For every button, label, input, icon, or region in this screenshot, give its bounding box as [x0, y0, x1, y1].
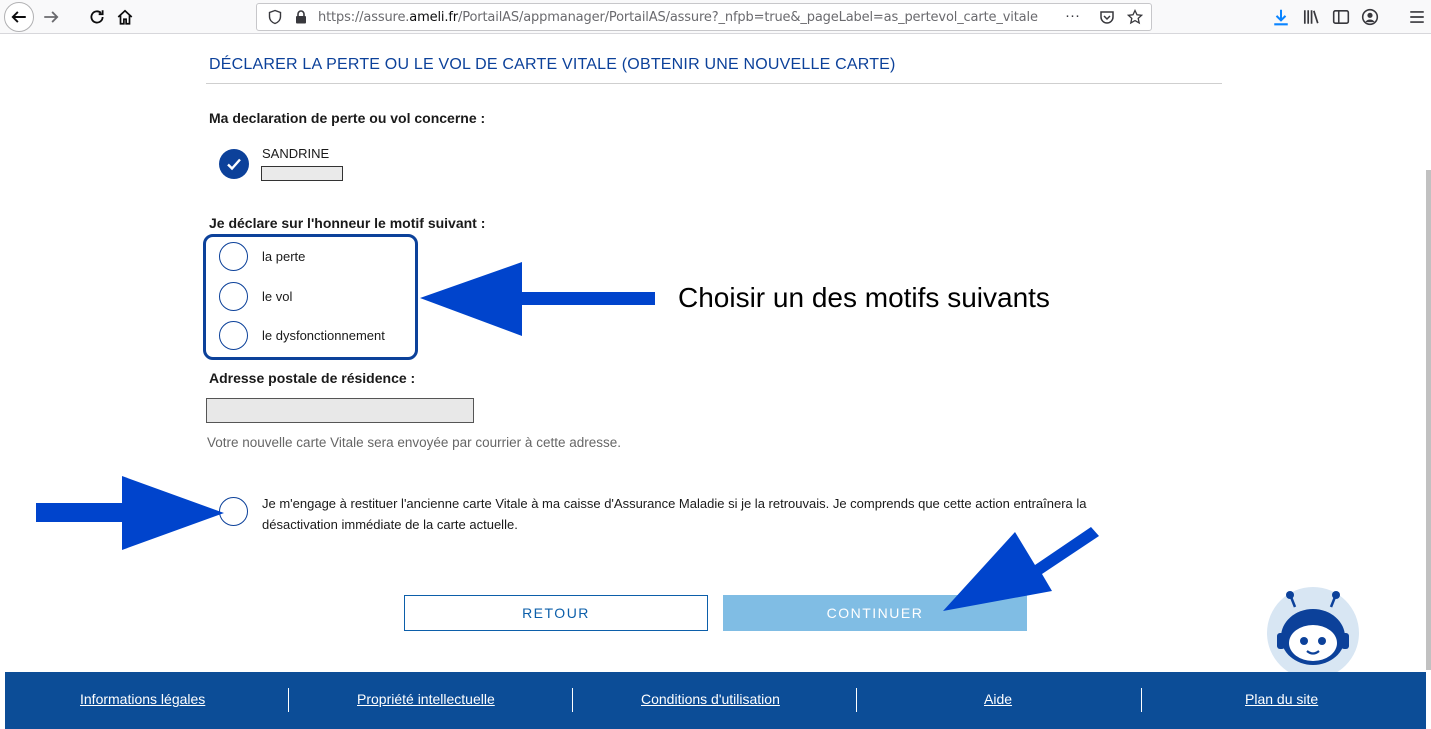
checkmark-icon: [226, 157, 242, 171]
address-hint: Votre nouvelle carte Vitale sera envoyée par courrier à cette adresse.: [207, 435, 621, 450]
arrow-left-icon: [10, 8, 28, 26]
url-text[interactable]: https://assure.ameli.fr/PortailAS/appmanager/PortailAS/assure?_nfpb=true&_pageLabel=as_pertevol_carte_vitale: [318, 10, 1038, 25]
footer-link-plan-du-site[interactable]: Plan du site: [1245, 691, 1319, 707]
footer-separator: [1141, 688, 1142, 712]
library-icon[interactable]: [1302, 8, 1320, 26]
radio-vol[interactable]: [219, 282, 248, 311]
motif-label: Je déclare sur l'honneur le motif suivant :: [209, 215, 486, 231]
shield-icon[interactable]: [267, 9, 283, 25]
arrow-motifs-icon: [420, 262, 655, 336]
lock-icon[interactable]: [293, 9, 309, 25]
url-bar[interactable]: [256, 3, 1152, 31]
footer-separator: [572, 688, 573, 712]
continuer-button[interactable]: CONTINUER: [723, 595, 1027, 631]
concerne-label: Ma declaration de perte ou vol concerne :: [209, 110, 486, 126]
person-redacted-field: [261, 166, 343, 181]
bookmark-star-icon[interactable]: [1127, 9, 1143, 25]
chatbot-avatar[interactable]: [1265, 585, 1361, 681]
back-button[interactable]: [4, 2, 34, 32]
reload-icon: [88, 8, 106, 26]
site-footer: [5, 672, 1426, 729]
radio-label-dysfonctionnement: le dysfonctionnement: [262, 328, 385, 343]
radio-label-vol: le vol: [262, 289, 293, 304]
download-icon[interactable]: [1272, 8, 1290, 26]
footer-link-propriete-intellectuelle[interactable]: Propriété intellectuelle: [357, 691, 495, 707]
person-checkbox-checked[interactable]: [219, 149, 249, 179]
person-name: SANDRINE: [262, 146, 330, 161]
footer-link-informations-legales[interactable]: Informations légales: [80, 691, 206, 707]
annotation-text: Choisir un des motifs suivants: [678, 282, 1050, 313]
browser-toolbar: [0, 0, 1431, 34]
radio-dysfonctionnement[interactable]: [219, 321, 248, 350]
engagement-text: Je m'engage à restituer l'ancienne carte Vitale à ma caisse d'Assurance Maladie si je la retrouvais. Je comprends que cette action entraînera la désactivation immédiate de la carte actuelle.: [262, 496, 1087, 532]
arrow-engagement-icon: [36, 476, 224, 550]
page-title: DÉCLARER LA PERTE OU LE VOL DE CARTE VITALE (OBTENIR UNE NOUVELLE CARTE): [209, 56, 896, 73]
address-field[interactable]: [206, 398, 474, 423]
engagement-checkbox[interactable]: [219, 497, 248, 526]
radio-label-perte: la perte: [262, 249, 306, 264]
hamburger-menu-icon[interactable]: [1408, 8, 1426, 26]
home-icon: [116, 8, 134, 26]
home-button[interactable]: [112, 4, 138, 30]
scrollbar[interactable]: [1426, 170, 1431, 670]
sidebar-icon[interactable]: [1332, 8, 1350, 26]
retour-button[interactable]: RETOUR: [404, 595, 708, 631]
arrow-right-icon: [42, 8, 60, 26]
address-label: Adresse postale de résidence :: [209, 370, 416, 386]
reload-button[interactable]: [84, 4, 110, 30]
footer-separator: [288, 688, 289, 712]
page-actions-icon[interactable]: ···: [1065, 7, 1080, 24]
account-icon[interactable]: [1361, 8, 1379, 26]
radio-perte[interactable]: [219, 242, 248, 271]
forward-button[interactable]: [38, 4, 64, 30]
pocket-icon[interactable]: [1099, 9, 1115, 25]
footer-link-aide[interactable]: Aide: [984, 691, 1013, 707]
footer-link-conditions[interactable]: Conditions d'utilisation: [641, 691, 780, 707]
footer-separator: [856, 688, 857, 712]
title-divider: [206, 83, 1222, 84]
